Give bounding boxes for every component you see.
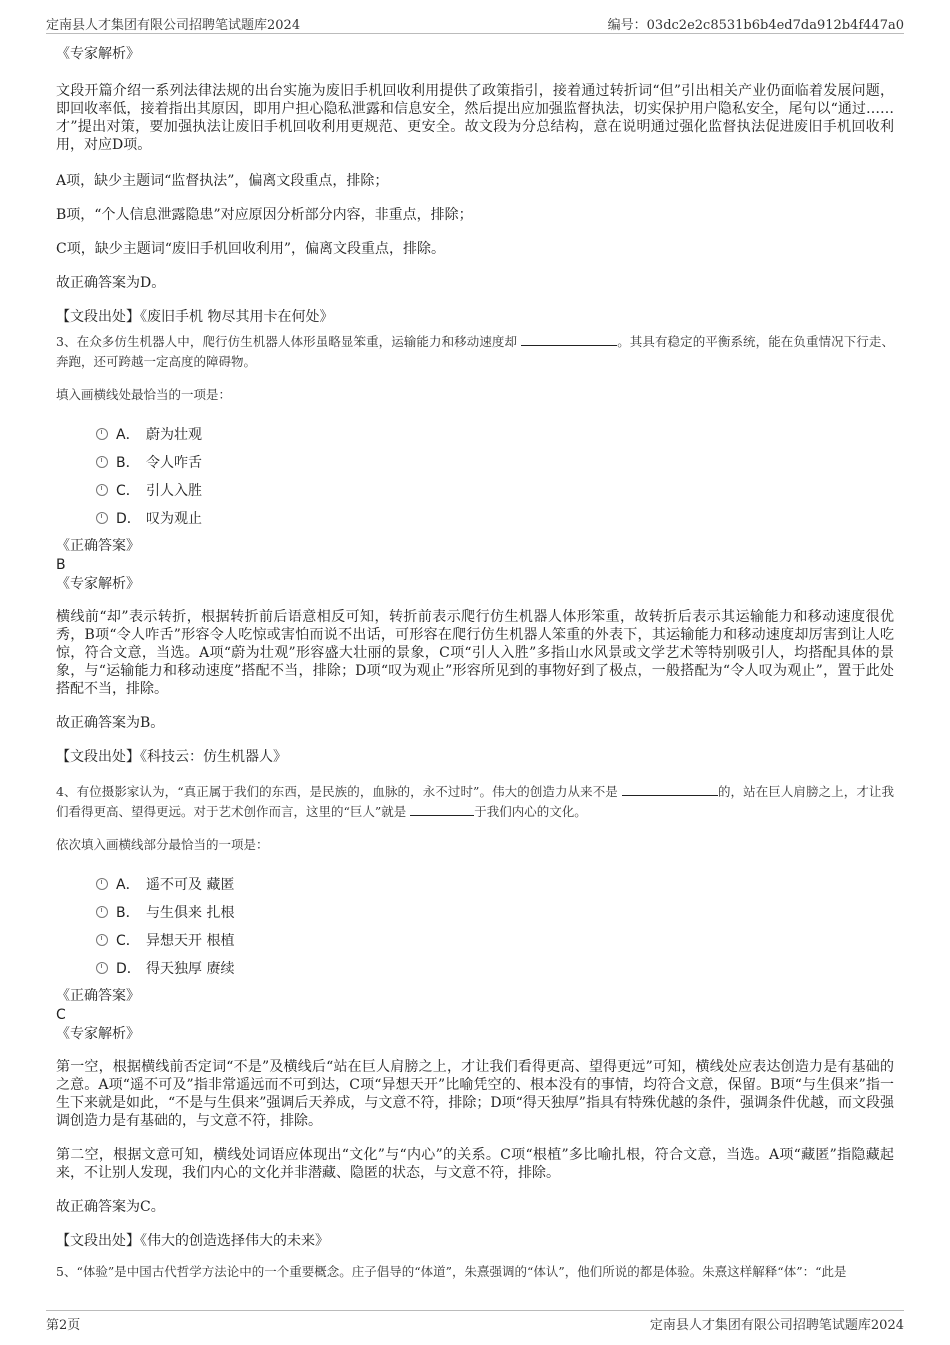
stem-text: 的，站在巨人肩膀之上，才让我们看得更高、望得更远。对于艺术创作而言，这里的“巨人”就是 bbox=[56, 784, 894, 819]
header-divider bbox=[46, 33, 904, 34]
page-number: 第2页 bbox=[46, 1318, 81, 1333]
source-citation: 【文段出处】《废旧手机 物尽其用卡在何处》 bbox=[56, 309, 334, 325]
radio-icon[interactable] bbox=[96, 484, 108, 496]
radio-icon[interactable] bbox=[96, 962, 108, 974]
option-b[interactable] bbox=[96, 448, 894, 476]
option-b[interactable] bbox=[96, 898, 894, 926]
option-text: 令人咋舌 bbox=[146, 455, 202, 471]
option-letter: D． bbox=[116, 511, 141, 527]
document-content bbox=[56, 44, 894, 1284]
fill-blank bbox=[521, 333, 617, 346]
question-stem: 5、“体验”是中国古代哲学方法论中的一个重要概念。庄子倡导的“体道”，朱熹强调的“体认”，他们所说的都是体验。朱熹这样解释“体”：“此是 bbox=[56, 1264, 847, 1279]
analysis-option-a: A项，缺少主题词“监督执法”，偏离文段重点，排除； bbox=[56, 173, 389, 189]
option-letter: A． bbox=[116, 877, 140, 893]
question-stem bbox=[56, 782, 894, 822]
correct-answer: C bbox=[56, 1007, 66, 1023]
question-5 bbox=[56, 1262, 894, 1284]
option-letter: A． bbox=[116, 427, 140, 443]
analysis-option-c: C项，缺少主题词“废旧手机回收利用”，偏离文段重点，排除。 bbox=[56, 241, 446, 257]
option-letter: C． bbox=[116, 483, 140, 499]
option-c[interactable] bbox=[96, 926, 894, 954]
option-list bbox=[56, 870, 894, 982]
question-instruction: 依次填入画横线部分最恰当的一项是： bbox=[56, 837, 269, 852]
option-text: 与生俱来 扎根 bbox=[146, 905, 235, 921]
radio-icon[interactable] bbox=[96, 428, 108, 440]
option-letter: D． bbox=[116, 961, 141, 977]
radio-icon[interactable] bbox=[96, 878, 108, 890]
option-d[interactable] bbox=[96, 954, 894, 982]
option-text: 引人入胜 bbox=[146, 483, 202, 499]
analysis-label: 《专家解析》 bbox=[56, 1026, 140, 1042]
option-text: 遥不可及 藏匿 bbox=[146, 877, 235, 893]
option-c[interactable] bbox=[96, 476, 894, 504]
analysis-paragraph-2: 第二空，根据文意可知，横线处词语应体现出“文化”与“内心”的关系。C项“根植”多比喻扎根，符合文意，当选。A项“藏匿”指隐藏起来，不让别人发现，我们内心的文化并非潜藏、隐匿的状态，与文意不符，排除。 bbox=[56, 1147, 894, 1181]
question-3 bbox=[56, 332, 894, 766]
fill-blank bbox=[622, 783, 718, 796]
page-footer bbox=[46, 1314, 904, 1334]
option-a[interactable] bbox=[96, 420, 894, 448]
option-a[interactable] bbox=[96, 870, 894, 898]
analysis-conclusion: 故正确答案为B。 bbox=[56, 715, 165, 731]
answer-label: 《正确答案》 bbox=[56, 538, 140, 554]
stem-text: 于我们内心的文化。 bbox=[474, 804, 587, 819]
option-text: 得天独厚 赓续 bbox=[146, 961, 235, 977]
question-instruction: 填入画横线处最恰当的一项是： bbox=[56, 387, 232, 402]
radio-icon[interactable] bbox=[96, 934, 108, 946]
fill-blank bbox=[410, 803, 474, 816]
stem-text: 4、有位摄影家认为，“真正属于我们的东西，是民族的，血脉的，永不过时”。伟大的创造力从来不是 bbox=[56, 784, 618, 799]
stem-text: 。其具有稳定的平衡系统，能在负重情况下行走、奔跑，还可跨越一定高度的障碍物。 bbox=[56, 334, 894, 369]
analysis-label: 《专家解析》 bbox=[56, 576, 140, 592]
analysis-conclusion: 故正确答案为C。 bbox=[56, 1199, 165, 1215]
analysis-paragraph-1: 第一空，根据横线前否定词“不是”及横线后“站在巨人肩膀之上，才让我们看得更高、望得更远”可知，横线处应表达创造力是有基础的之意。A项“遥不可及”指非常遥远而不可到达，C项“异想天开”比喻凭空的、根本没有的事情，均符合文意，保留。B项“与生俱来”指一生下来就是如此，“不是与生俱来”强调后天养成，与文意不符，排除；D项“得天独厚”指具有特殊优越的条件，强调条件优越，而文段强调创造力是有基础的，与文意不符，排除。 bbox=[56, 1059, 894, 1129]
source-citation: 【文段出处】《科技云：仿生机器人》 bbox=[56, 749, 287, 765]
correct-answer: B bbox=[56, 557, 66, 573]
radio-icon[interactable] bbox=[96, 456, 108, 468]
analysis-paragraph: 文段开篇介绍一系列法律法规的出台实施为废旧手机回收利用提供了政策指引，接着通过转折词“但”引出相关产业仍面临着发展问题，即回收率低，接着指出其原因，即用户担心隐私泄露和信息安全，然后提出应加强监督执法，切实保护用户隐私安全，尾句以“通过……才”提出对策，要加强执法让废旧手机回收利用更规范、更安全。故文段为分总结构，意在说明通过强化监督执法促进废旧手机回收利用，对应D项。 bbox=[56, 83, 894, 153]
option-letter: B． bbox=[116, 455, 140, 471]
source-citation: 【文段出处】《伟大的创造选择伟大的未来》 bbox=[56, 1233, 329, 1249]
option-text: 蔚为壮观 bbox=[146, 427, 202, 443]
question-stem bbox=[56, 332, 894, 372]
option-letter: C． bbox=[116, 933, 140, 949]
radio-icon[interactable] bbox=[96, 512, 108, 524]
analysis-option-b: B项，“个人信息泄露隐患”对应原因分析部分内容，非重点，排除； bbox=[56, 207, 473, 223]
analysis-paragraph: 横线前“却”表示转折，根据转折前后语意相反可知，转折前表示爬行仿生机器人体形笨重，故转折后表示其运输能力和移动速度很优秀，B项“令人咋舌”形容令人吃惊或害怕而说不出话，可形容在爬行仿生机器人笨重的外表下，其运输能力和移动速度却厉害到让人吃惊，符合文意，当选。A项“蔚为壮观”形容盛大壮丽的景象，C项“引人入胜”多指山水风景或文学艺术等特别吸引人，均搭配具体的景象，与“运输能力和移动速度”搭配不当，排除；D项“叹为观止”形容所见到的事物好到了极点，一般搭配为“令人叹为观止”，置于此处搭配不当，排除。 bbox=[56, 609, 894, 697]
header-document-id: 编号：03dc2e2c8531b6b4ed7da912b4f447a0 bbox=[607, 18, 904, 33]
page-header bbox=[46, 12, 904, 34]
option-text: 叹为观止 bbox=[146, 511, 202, 527]
answer-label: 《正确答案》 bbox=[56, 988, 140, 1004]
analysis-conclusion: 故正确答案为D。 bbox=[56, 275, 166, 291]
question-4 bbox=[56, 782, 894, 1250]
option-letter: B． bbox=[116, 905, 140, 921]
option-text: 异想天开 根植 bbox=[146, 933, 235, 949]
analysis-label: 《专家解析》 bbox=[56, 46, 140, 62]
option-list bbox=[56, 420, 894, 532]
option-d[interactable] bbox=[96, 504, 894, 532]
header-left-title: 定南县人才集团有限公司招聘笔试题库2024 bbox=[46, 18, 301, 33]
footer-divider bbox=[46, 1310, 904, 1311]
stem-text: 3、在众多仿生机器人中，爬行仿生机器人体形虽略显笨重，运输能力和移动速度却 bbox=[56, 334, 518, 349]
footer-title: 定南县人才集团有限公司招聘笔试题库2024 bbox=[649, 1318, 904, 1333]
question-2-analysis-block bbox=[56, 44, 894, 326]
radio-icon[interactable] bbox=[96, 906, 108, 918]
